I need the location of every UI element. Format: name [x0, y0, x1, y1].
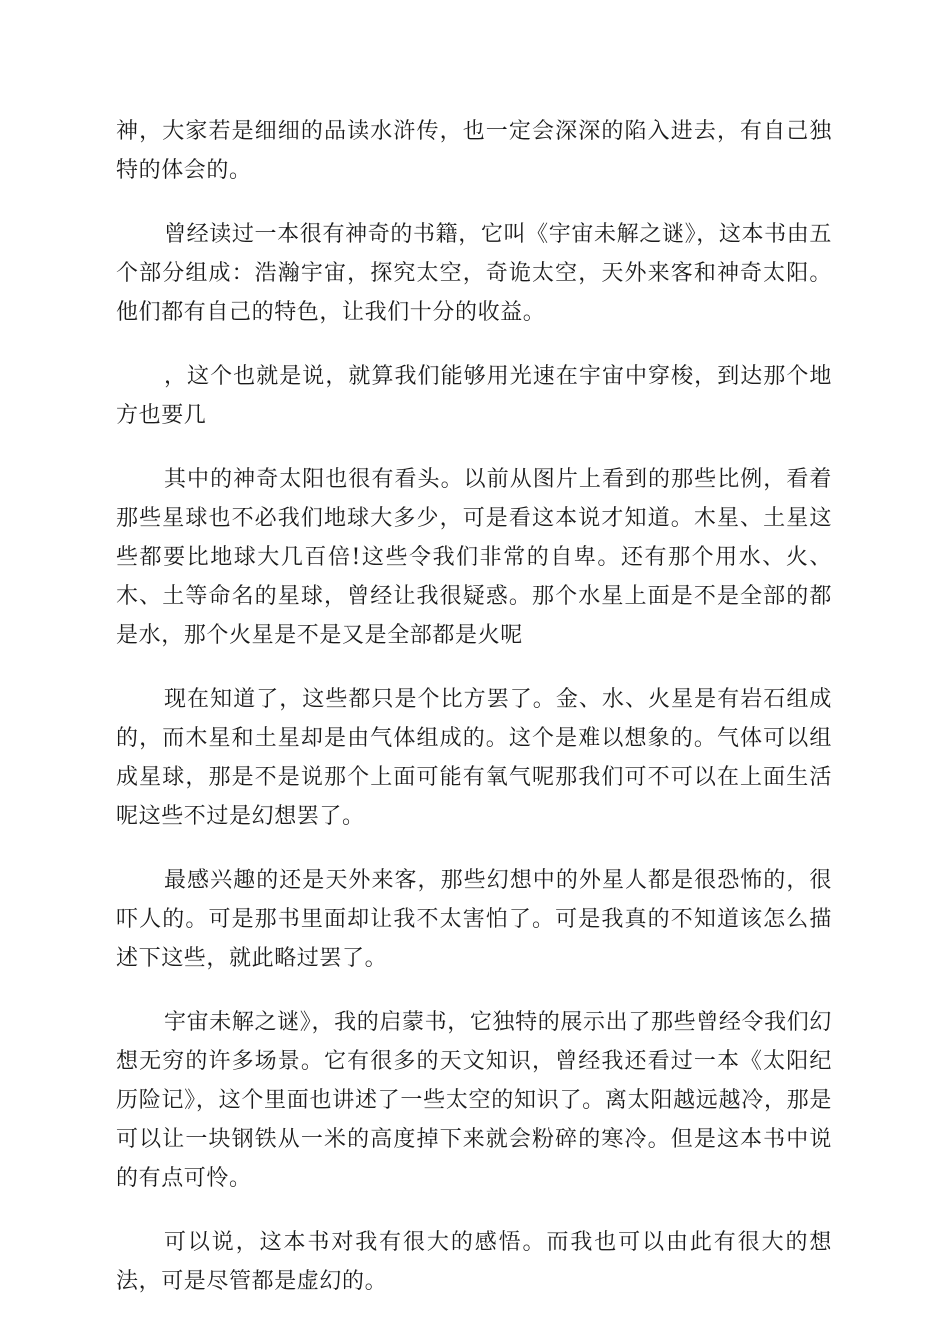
paragraph-1: 神，大家若是细细的品读水浒传，也一定会深深的陷入进去，有自己独特的体会的。 — [116, 119, 832, 183]
paragraph-7: 宇宙未解之谜》，我的启蒙书，它独特的展示出了那些曾经令我们幻想无穷的许多场景。它有很多的天文知识，曾经我还看过一本《太阳纪历险记》，这个里面也讲述了一些太空的知识了。离太阳越远越冷，那是可以让一块钢铁从一米的高度掉下来就会粉碎的寒冷。但是这本书中说的有点可怜。 — [116, 1010, 832, 1191]
paragraph-4: 其中的神奇太阳也很有看头。以前从图片上看到的那些比例，看着那些星球也不必我们地球大多少，可是看这本说才知道。木星、土星这些都要比地球大几百倍!这些令我们非常的自卑。还有那个用水、火、木、土等命名的星球，曾经让我很疑惑。那个水星上面是不是全部的都是水，那个火星是不是又是全部都是火呢 — [116, 467, 832, 648]
paragraph-6: 最感兴趣的还是天外来客，那些幻想中的外星人都是很恐怖的，很吓人的。可是那书里面却让我不太害怕了。可是我真的不知道该怎么描述下这些，就此略过罢了。 — [116, 868, 832, 971]
document-body — [116, 112, 832, 1326]
paragraph-2: 曾经读过一本很有神奇的书籍，它叫《宇宙未解之谜》，这本书由五个部分组成：浩瀚宇宙，探究太空，奇诡太空，天外来客和神奇太阳。他们都有自己的特色，让我们十分的收益。 — [116, 222, 832, 325]
paragraph-5: 现在知道了，这些都只是个比方罢了。金、水、火星是有岩石组成的，而木星和土星却是由气体组成的。这个是难以想象的。气体可以组成星球，那是不是说那个上面可能有氧气呢那我们可不可以在上面生活呢这些不过是幻想罢了。 — [116, 687, 832, 829]
paragraph-3: ，这个也就是说，就算我们能够用光速在宇宙中穿梭，到达那个地方也要几 — [116, 364, 832, 428]
paragraph-8: 可以说，这本书对我有很大的感悟。而我也可以由此有很大的想法，可是尽管都是虚幻的。 — [116, 1230, 832, 1294]
